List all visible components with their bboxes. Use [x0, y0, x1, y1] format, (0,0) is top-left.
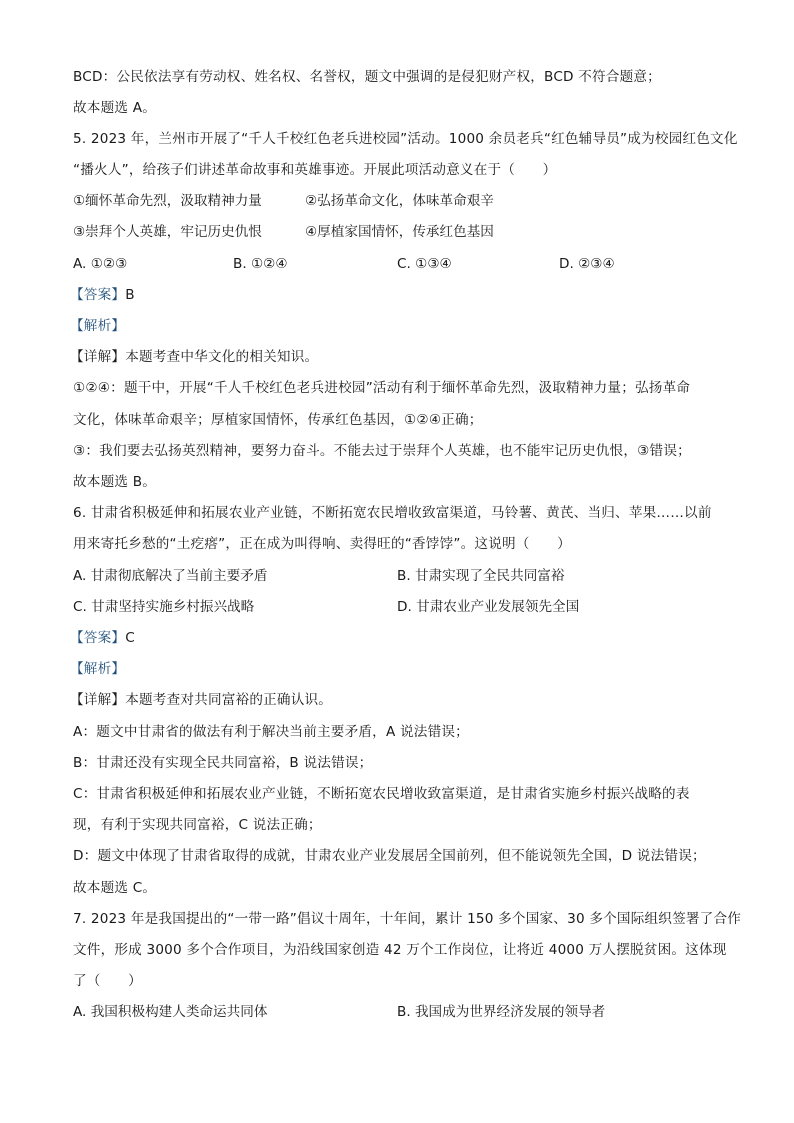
detail-tag: 【详解】: [70, 692, 126, 708]
q7-stem-line: 文件，形成 3000 多个合作项目，为沿线国家创造 42 万个工作岗位，让将近 4000 万人摆脱贫困。这体现: [73, 942, 727, 958]
prev-conclusion-line: 故本题选 A。: [73, 100, 156, 116]
q6-analysis-heading: [70, 660, 125, 678]
prev-explanation-line: BCD：公民依法享有劳动权、姓名权、名誉权，题文中强调的是侵犯财产权，BCD 不符合题意；: [73, 69, 661, 85]
answer-value: C: [125, 630, 135, 646]
detail-text: 本题考查中华文化的相关知识。: [125, 349, 319, 365]
q6-option-c: C. 甘肃坚持实施乡村振兴战略: [73, 599, 255, 615]
q5-analysis-heading: [70, 317, 125, 335]
q5-stem-line: 5. 2023 年，兰州市开展了“千人千校红色老兵进校园”活动。1000 余员老兵“红色辅导员”成为校园红色文化: [73, 131, 738, 147]
q5-option-c: C. ①③④: [397, 256, 452, 272]
q6-explanation-line: A：题文中甘肃省的做法有利于解决当前主要矛盾，A 说法错误；: [73, 724, 469, 740]
q5-explanation-line: ①②④：题干中，开展“千人千校红色老兵进校园”活动有利于缅怀革命先烈，汲取精神力量；弘扬革命: [73, 380, 691, 396]
q6-stem-line: 用来寄托乡愁的“土疙瘩”，正在成为叫得响、卖得旺的“香饽饽”。这说明（ ）: [73, 536, 571, 552]
q7-option-a: A. 我国积极构建人类命运共同体: [73, 1004, 268, 1020]
detail-text: 本题考查对共同富裕的正确认识。: [125, 692, 333, 708]
q5-statement-4: ④厚植家国情怀，传承红色基因: [305, 224, 494, 240]
q5-explanation-line: ③：我们要去弘扬英烈精神，要努力奋斗。不能去过于崇拜个人英雄，也不能牢记历史仇恨，③错误；: [73, 443, 691, 459]
q5-explanation-line: 文化，体味革命艰辛；厚植家国情怀，传承红色基因，①②④正确；: [73, 412, 483, 428]
q5-option-d: D. ②③④: [559, 256, 615, 272]
answer-tag: 【答案】: [70, 287, 126, 303]
q7-stem-line: 了（ ）: [73, 973, 142, 989]
q5-option-a: A. ①②③: [73, 256, 128, 272]
answer-tag: 【答案】: [70, 630, 126, 646]
q6-answer: [70, 629, 135, 647]
q6-option-b: B. 甘肃实现了全民共同富裕: [397, 568, 565, 584]
q5-conclusion-line: 故本题选 B。: [73, 474, 157, 490]
q6-stem-line: 6. 甘肃省积极延伸和拓展农业产业链，不断拓宽农民增收致富渠道，马铃薯、黄芪、当归、苹果……以前: [73, 505, 712, 521]
q5-option-b: B. ①②④: [233, 256, 288, 272]
analysis-tag: 【解析】: [70, 661, 126, 677]
q6-explanation-line: D：题文中体现了甘肃省取得的成就，甘肃农业产业发展居全国前列，但不能说领先全国，D 说法错误；: [73, 848, 706, 864]
q5-detail: [70, 348, 318, 366]
q6-detail: [70, 691, 332, 709]
q6-explanation-line: C：甘肃省积极延伸和拓展农业产业链，不断拓宽农民增收致富渠道，是甘肃省实施乡村振兴战略的表: [73, 786, 690, 802]
answer-value: B: [125, 287, 135, 303]
q7-stem-line: 7. 2023 年是我国提出的“一带一路”倡议十周年，十年间，累计 150 多个国家、30 多个国际组织签署了合作: [73, 911, 742, 927]
q5-statement-1: ①缅怀革命先烈，汲取精神力量: [73, 193, 262, 209]
q6-option-a: A. 甘肃彻底解决了当前主要矛盾: [73, 568, 268, 584]
q5-statement-3: ③崇拜个人英雄，牢记历史仇恨: [73, 224, 262, 240]
q6-explanation-line: B：甘肃还没有实现全民共同富裕，B 说法错误；: [73, 755, 373, 771]
q7-option-b: B. 我国成为世界经济发展的领导者: [397, 1004, 606, 1020]
q6-option-d: D. 甘肃农业产业发展领先全国: [397, 599, 580, 615]
q5-statement-2: ②弘扬革命文化，体味革命艰辛: [305, 193, 494, 209]
q6-explanation-line: 现，有利于实现共同富裕，C 说法正确；: [73, 817, 322, 833]
q5-answer: [70, 286, 135, 304]
q6-conclusion-line: 故本题选 C。: [73, 880, 157, 896]
q5-stem-line: “播火人”，给孩子们讲述革命故事和英雄事迹。开展此项活动意义在于（ ）: [73, 162, 557, 178]
detail-tag: 【详解】: [70, 349, 126, 365]
analysis-tag: 【解析】: [70, 318, 126, 334]
